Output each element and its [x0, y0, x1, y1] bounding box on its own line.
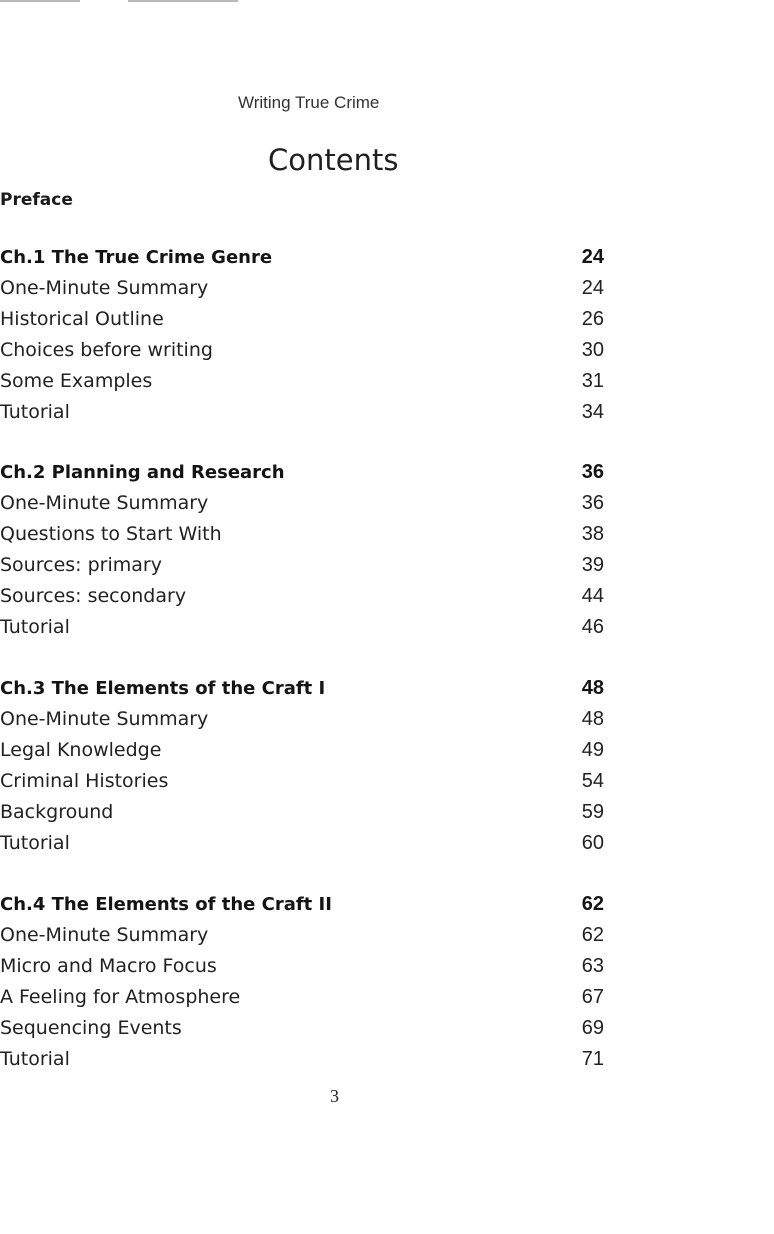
preface-entry: Preface [0, 190, 73, 210]
toc-entry-page: 44 [581, 585, 604, 607]
toc-entry-title: Tutorial [0, 1048, 70, 1070]
toc-entry-title: Criminal Histories [0, 770, 169, 792]
toc-entry-page: 31 [581, 370, 604, 392]
toc-entry [0, 519, 610, 550]
toc-entry [0, 581, 610, 612]
chapter-heading-row [0, 242, 610, 273]
toc-entry-page: 54 [581, 770, 604, 792]
chapter-section [0, 242, 610, 428]
toc-entry-page: 24 [581, 277, 604, 299]
toc-entry [0, 335, 610, 366]
scan-edge-mark [0, 0, 80, 2]
toc-entry [0, 1044, 610, 1075]
page-title: Contents [268, 143, 399, 177]
toc-entry [0, 304, 610, 335]
toc-entry-title: Tutorial [0, 832, 70, 854]
toc-entry [0, 704, 610, 735]
toc-entry-page: 71 [581, 1048, 604, 1070]
chapter-page-number: 48 [581, 677, 604, 699]
toc-entry-page: 59 [581, 801, 604, 823]
toc-entry-page: 62 [581, 924, 604, 946]
toc-entry-title: One-Minute Summary [0, 277, 209, 299]
toc-entry-title: Sequencing Events [0, 1017, 182, 1039]
toc-entry-page: 30 [581, 339, 604, 361]
toc-entry-title: Tutorial [0, 401, 70, 423]
chapter-page-number: 62 [581, 893, 604, 915]
toc-entry-title: One-Minute Summary [0, 924, 209, 946]
toc-entry-title: Questions to Start With [0, 523, 222, 545]
chapter-heading-row [0, 673, 610, 704]
toc-entry [0, 766, 610, 797]
toc-entry [0, 366, 610, 397]
toc-entry-page: 60 [581, 832, 604, 854]
toc-entry-title: One-Minute Summary [0, 708, 209, 730]
running-head: Writing True Crime [238, 93, 380, 112]
toc-entry-title: Legal Knowledge [0, 739, 162, 761]
chapter-section [0, 673, 610, 859]
toc-entry [0, 273, 610, 304]
toc-entry-page: 34 [581, 401, 604, 423]
toc-entry [0, 735, 610, 766]
toc-entry-page: 36 [581, 492, 604, 514]
chapter-section [0, 889, 610, 1075]
toc-entry [0, 828, 610, 859]
toc-entry [0, 397, 610, 428]
toc-entry-page: 67 [581, 986, 604, 1008]
toc-entry [0, 612, 610, 643]
chapter-heading: Ch.3 The Elements of the Craft I [0, 678, 326, 699]
toc-entry [0, 550, 610, 581]
toc-entry-page: 26 [581, 308, 604, 330]
chapter-page-number: 36 [581, 461, 604, 483]
toc-entry-title: A Feeling for Atmosphere [0, 986, 241, 1008]
toc-entry-page: 48 [581, 708, 604, 730]
toc-entry [0, 1013, 610, 1044]
toc-entry-page: 69 [581, 1017, 604, 1039]
toc-entry-title: Historical Outline [0, 308, 164, 330]
chapter-heading: Ch.2 Planning and Research [0, 462, 285, 483]
toc-entry [0, 951, 610, 982]
toc-entry [0, 797, 610, 828]
chapter-section [0, 457, 610, 643]
toc-entry-page: 39 [581, 554, 604, 576]
scan-edge-mark [128, 0, 238, 2]
toc-entry-title: One-Minute Summary [0, 492, 209, 514]
toc-entry-page: 46 [581, 616, 604, 638]
toc-entry [0, 920, 610, 951]
chapter-heading: Ch.1 The True Crime Genre [0, 247, 273, 268]
page-number: 3 [330, 1086, 339, 1106]
toc-entry-title: Tutorial [0, 616, 70, 638]
toc-entry-title: Sources: primary [0, 554, 162, 576]
toc-entry [0, 982, 610, 1013]
toc-entry-page: 49 [581, 739, 604, 761]
toc-entry-page: 63 [581, 955, 604, 977]
chapter-heading-row [0, 889, 610, 920]
toc-entry-page: 38 [581, 523, 604, 545]
toc-entry-title: Background [0, 801, 114, 823]
toc-entry-title: Sources: secondary [0, 585, 187, 607]
chapter-heading-row [0, 457, 610, 488]
toc-entry [0, 488, 610, 519]
toc-entry-title: Choices before writing [0, 339, 213, 361]
chapter-heading: Ch.4 The Elements of the Craft II [0, 894, 332, 915]
toc-entry-title: Some Examples [0, 370, 153, 392]
chapter-page-number: 24 [581, 246, 604, 268]
toc-entry-title: Micro and Macro Focus [0, 955, 217, 977]
